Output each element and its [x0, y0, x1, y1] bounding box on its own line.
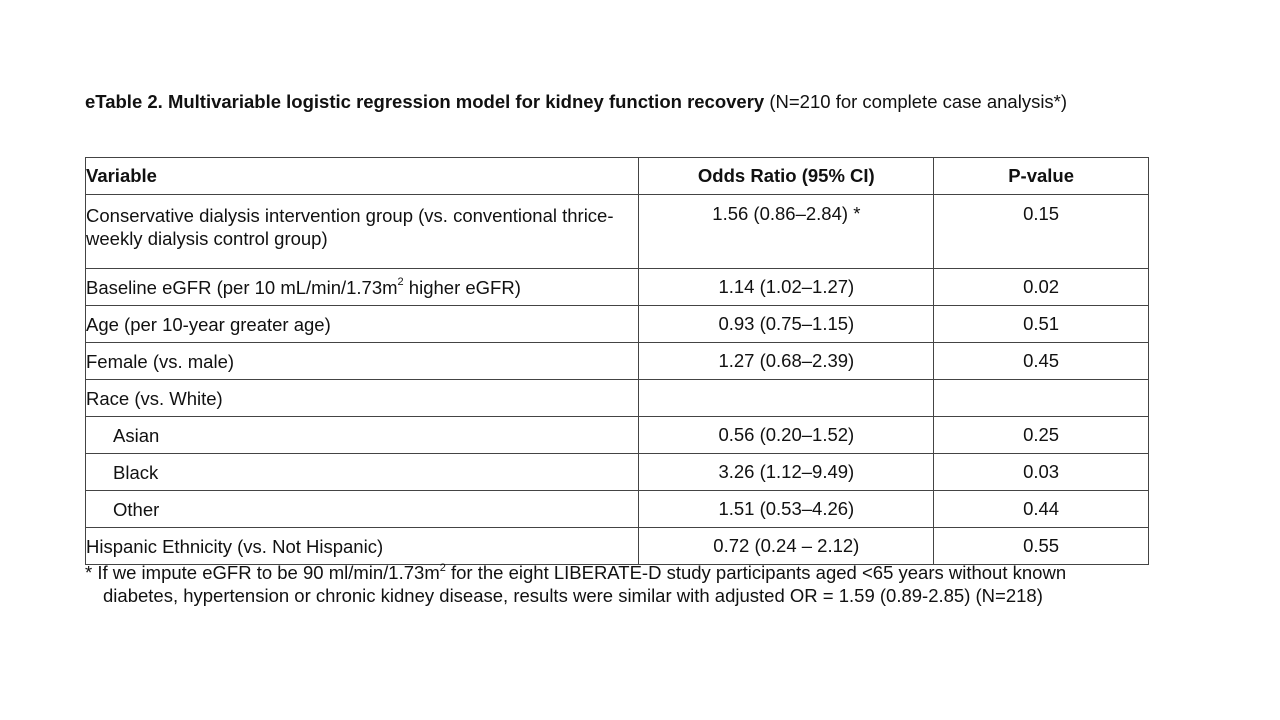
cell-odds-ratio: 1.51 (0.53–4.26)	[639, 491, 934, 528]
header-variable: Variable	[86, 158, 639, 195]
cell-variable: Asian	[86, 417, 639, 454]
cell-p-value: 0.03	[934, 454, 1149, 491]
cell-variable: Hispanic Ethnicity (vs. Not Hispanic)	[86, 528, 639, 565]
cell-variable	[86, 269, 639, 306]
table-row	[86, 454, 1149, 491]
footnote-text: * If we impute eGFR to be 90 ml/min/1.73m	[85, 562, 440, 583]
table-row	[86, 343, 1149, 380]
cell-p-value: 0.15	[934, 195, 1149, 269]
cell-odds-ratio: 1.27 (0.68–2.39)	[639, 343, 934, 380]
cell-variable: Conservative dialysis intervention group (vs. conventional thrice-weekly dialysis control group)	[86, 195, 639, 269]
cell-variable: Other	[86, 491, 639, 528]
table-caption	[85, 90, 1085, 113]
cell-variable-text: Baseline eGFR (per 10 mL/min/1.73m	[86, 276, 398, 298]
caption-title: eTable 2. Multivariable logistic regression model for kidney function recovery	[85, 91, 765, 112]
table-row	[86, 380, 1149, 417]
table-row	[86, 491, 1149, 528]
table-row	[86, 528, 1149, 565]
footnote-line1	[85, 562, 1066, 583]
cell-p-value: 0.51	[934, 306, 1149, 343]
cell-p-value: 0.02	[934, 269, 1149, 306]
cell-variable-text-end: higher eGFR)	[403, 276, 521, 298]
superscript: 2	[439, 561, 446, 574]
footnote-text-end: for the eight LIBERATE-D study participants aged <65 years without known	[445, 562, 1067, 583]
cell-odds-ratio: 1.14 (1.02–1.27)	[639, 269, 934, 306]
cell-p-value: 0.45	[934, 343, 1149, 380]
superscript: 2	[397, 276, 404, 289]
table-row	[86, 195, 1149, 269]
caption-subtitle: (N=210 for complete case analysis*)	[764, 91, 1068, 112]
table-row	[86, 417, 1149, 454]
table-row	[86, 306, 1149, 343]
cell-odds-ratio: 0.93 (0.75–1.15)	[639, 306, 934, 343]
cell-p-value: 0.44	[934, 491, 1149, 528]
header-odds-ratio: Odds Ratio (95% CI)	[639, 158, 934, 195]
cell-variable: Race (vs. White)	[86, 380, 639, 417]
table-row	[86, 269, 1149, 306]
regression-table	[85, 157, 1149, 565]
table-header-row	[86, 158, 1149, 195]
table-footnote	[85, 561, 1185, 607]
cell-variable: Age (per 10-year greater age)	[86, 306, 639, 343]
cell-odds-ratio: 0.56 (0.20–1.52)	[639, 417, 934, 454]
cell-variable: Black	[86, 454, 639, 491]
cell-odds-ratio: 3.26 (1.12–9.49)	[639, 454, 934, 491]
footnote-line2: diabetes, hypertension or chronic kidney disease, results were similar with adjusted OR = 1.59 (0.89-2.85) (N=218)	[103, 585, 1043, 606]
cell-variable: Female (vs. male)	[86, 343, 639, 380]
cell-odds-ratio: 0.72 (0.24 – 2.12)	[639, 528, 934, 565]
cell-odds-ratio: 1.56 (0.86–2.84) *	[639, 195, 934, 269]
cell-p-value: 0.55	[934, 528, 1149, 565]
cell-odds-ratio	[639, 380, 934, 417]
cell-p-value	[934, 380, 1149, 417]
cell-p-value: 0.25	[934, 417, 1149, 454]
header-p-value: P-value	[934, 158, 1149, 195]
